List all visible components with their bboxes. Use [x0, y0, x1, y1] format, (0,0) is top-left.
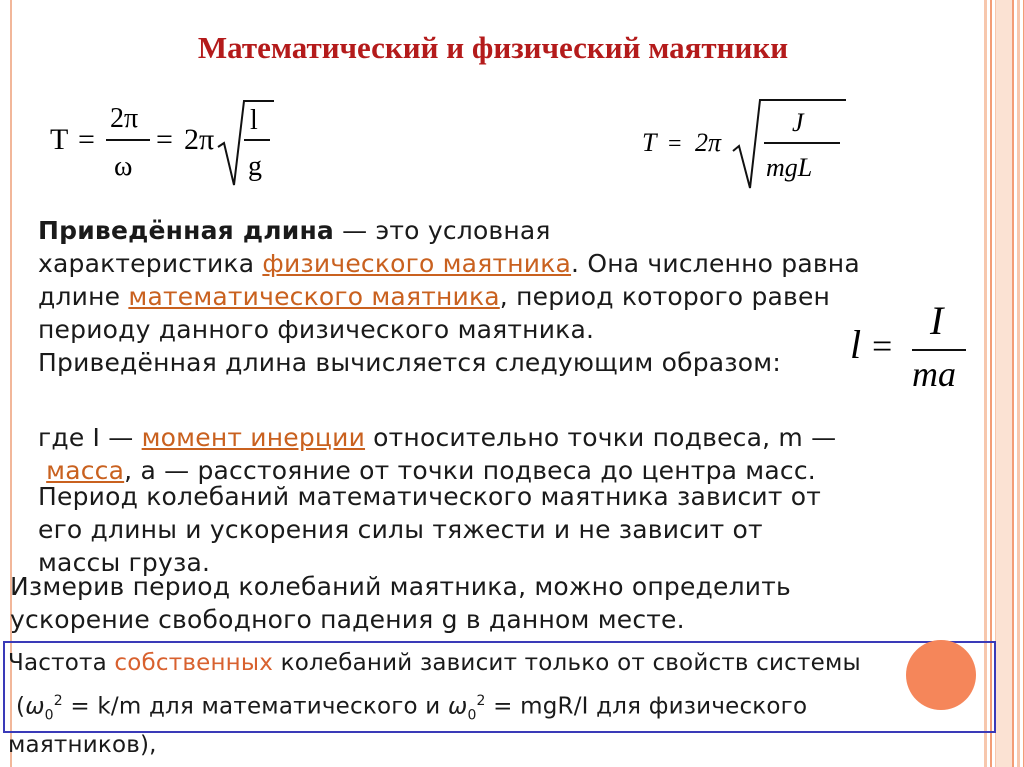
link-moment-of-inertia[interactable]: момент инерции — [141, 423, 366, 452]
formula-phys-pendulum-period — [640, 96, 855, 191]
formula2-eq: = — [668, 131, 682, 157]
p1-line-2 — [38, 247, 978, 280]
formula2-2pi: 2π — [695, 128, 722, 157]
p2-text-1: где I — — [38, 423, 142, 452]
formula3-eq: = — [872, 326, 893, 366]
p3-line-1: Период колебаний математического маятника зависит от — [38, 482, 821, 511]
p5-text-4: = mgR/I для физического — [485, 693, 808, 720]
p1-text-1: — это условная — [334, 216, 551, 245]
formula-g: g — [248, 151, 262, 182]
p4-line-2: ускорение свободного падения g в данном месте. — [10, 605, 685, 634]
stripe-inner — [996, 0, 1012, 767]
where-explanation — [38, 421, 978, 487]
p5-sub-2: 0 — [467, 707, 477, 724]
formula-2pi-num: 2π — [110, 103, 139, 134]
formula-math-pendulum-period — [48, 95, 278, 190]
p4-line-1: Измерив период колебаний маятника, можно определить — [10, 572, 791, 601]
p5-text-2: колебаний зависит только от свойств системы — [273, 650, 861, 676]
p5-sup-1: 2 — [53, 693, 63, 709]
p1-text-2: характеристика — [38, 249, 263, 278]
sqrt-sign-1 — [218, 101, 274, 185]
reduced-length-definition — [38, 214, 978, 379]
p5-line-2 — [8, 686, 998, 730]
formula2-mgL: mgL — [766, 153, 813, 182]
term-reduced-length: Приведённая длина — [38, 216, 334, 245]
formula-omega: ω — [114, 151, 133, 182]
slide-title: Математический и физический маятники — [197, 30, 789, 65]
link-physical-pendulum[interactable]: физического маятника — [262, 249, 572, 278]
p3-line-2: его длины и ускорения силы тяжести и не зависит от — [38, 515, 763, 544]
p5-line-3: маятников), — [8, 732, 157, 759]
formula-eq-1: = — [78, 123, 95, 156]
term-natural: собственных — [114, 650, 274, 676]
p5-open-paren: ( — [16, 693, 26, 720]
p1-line-1 — [38, 214, 978, 247]
formula3-ma: ma — [912, 354, 956, 392]
p5-sub-1: 0 — [44, 707, 54, 724]
link-mass[interactable]: масса — [46, 456, 125, 485]
formula-T: T — [50, 123, 69, 156]
formula-2pi: 2π — [184, 123, 215, 156]
p1-line-5: Приведённая длина вычисляется следующим образом: — [38, 348, 781, 377]
formula3-I: I — [930, 298, 944, 343]
formula-l: l — [250, 105, 258, 136]
formula3-l: l — [850, 322, 862, 367]
link-mathematical-pendulum[interactable]: математического маятника — [128, 282, 500, 311]
p1-line-4: периоду данного физического маятника. — [38, 315, 595, 344]
p5-line-1 — [8, 648, 998, 678]
p1-line-3 — [38, 280, 978, 313]
p5-text-3: = k/m для математического и — [62, 693, 448, 720]
p1-text-3: . Она численно равна — [571, 249, 860, 278]
natural-frequency-text — [8, 648, 998, 760]
p5-sup-2: 2 — [476, 693, 486, 709]
p2-line-1 — [38, 421, 978, 454]
p5-text-1: Частота — [8, 650, 115, 676]
p2-text-3: , a — расстояние от точки подвеса до центра масс. — [124, 456, 816, 485]
period-dependence-text — [38, 480, 938, 579]
p2-text-2: относительно точки подвеса, m — — [365, 423, 837, 452]
p5-omega-1: ω — [25, 693, 45, 720]
formula2-T: T — [642, 128, 657, 157]
formula-eq-2: = — [156, 123, 173, 156]
p1-text-5: , период которого равен — [499, 282, 831, 311]
formula2-J: J — [792, 108, 804, 137]
p3-line-3: массы груза. — [38, 548, 211, 577]
p5-omega-2: ω — [447, 693, 468, 720]
gravity-measurement-text — [10, 570, 980, 636]
p1-text-4: длине — [38, 282, 129, 311]
